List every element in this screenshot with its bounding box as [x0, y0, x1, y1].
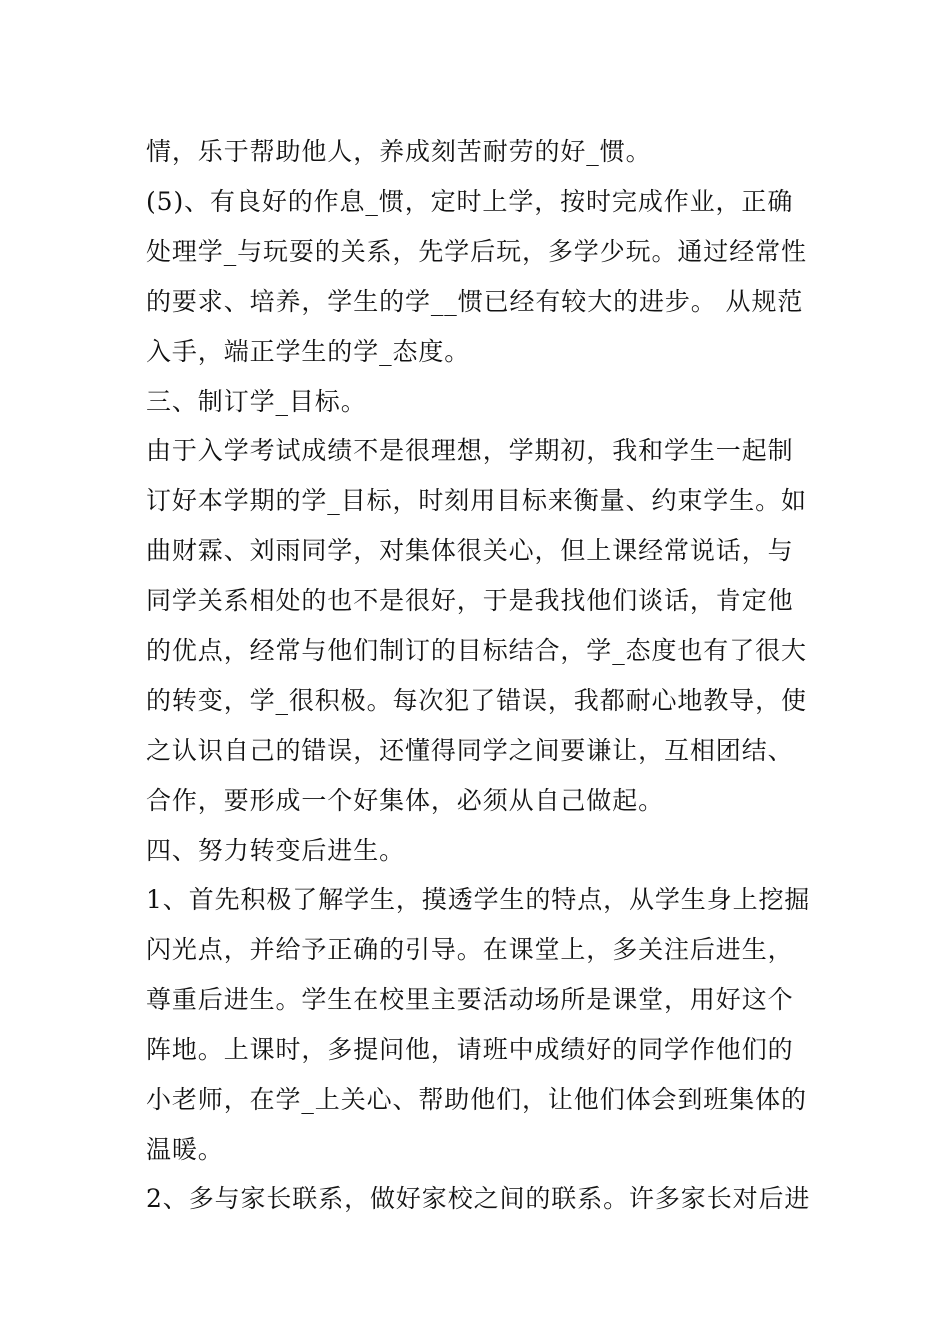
text-line: 入手，端正学生的学_态度。: [146, 337, 471, 366]
text-line: 1、首先积极了解学生，摸透学生的特点，从学生身上挖掘: [146, 885, 810, 914]
text-line: 闪光点，并给予正确的引导。在课堂上，多关注后进生，: [146, 935, 794, 964]
text-line: 由于入学考试成绩不是很理想，学期初，我和学生一起制: [146, 436, 794, 465]
text-line: 曲财霖、刘雨同学，对集体很关心，但上课经常说话，与: [146, 536, 794, 565]
text-line: 尊重后进生。学生在校里主要活动场所是课堂，用好这个: [146, 985, 794, 1014]
text-line: 2、多与家长联系，做好家校之间的联系。许多家长对后进: [146, 1184, 810, 1213]
text-line: 的转变，学_很积极。每次犯了错误，我都耐心地教导，使: [146, 686, 807, 715]
text-line: 的优点，经常与他们制订的目标结合，学_态度也有了很大: [146, 636, 807, 665]
text-line: 的要求、培养，学生的学__惯已经有较大的进步。 从规范: [146, 287, 804, 316]
section-heading: 三、制订学_目标。: [146, 387, 367, 416]
text-line: 阵地。上课时，多提问他，请班中成绩好的同学作他们的: [146, 1035, 794, 1064]
text-line: 情，乐于帮助他人，养成刻苦耐劳的好_惯。: [146, 137, 652, 166]
text-line: 处理学_与玩耍的关系，先学后玩，多学少玩。通过经常性: [146, 237, 807, 266]
text-line: 订好本学期的学_目标，时刻用目标来衡量、约束学生。如: [146, 486, 807, 515]
text-line: 同学关系相处的也不是很好，于是我找他们谈话，肯定他: [146, 586, 794, 615]
text-line: 合作，要形成一个好集体，必须从自己做起。: [146, 786, 665, 815]
text-line: 小老师，在学_上关心、帮助他们，让他们体会到班集体的: [146, 1085, 807, 1114]
section-heading: 四、努力转变后进生。: [146, 836, 406, 865]
text-line: 温暖。: [146, 1135, 224, 1164]
text-line: (5)、有良好的作息_惯，定时上学，按时完成作业，正确: [146, 187, 794, 216]
text-line: 之认识自己的错误，还懂得同学之间要谦让，互相团结、: [146, 736, 794, 765]
